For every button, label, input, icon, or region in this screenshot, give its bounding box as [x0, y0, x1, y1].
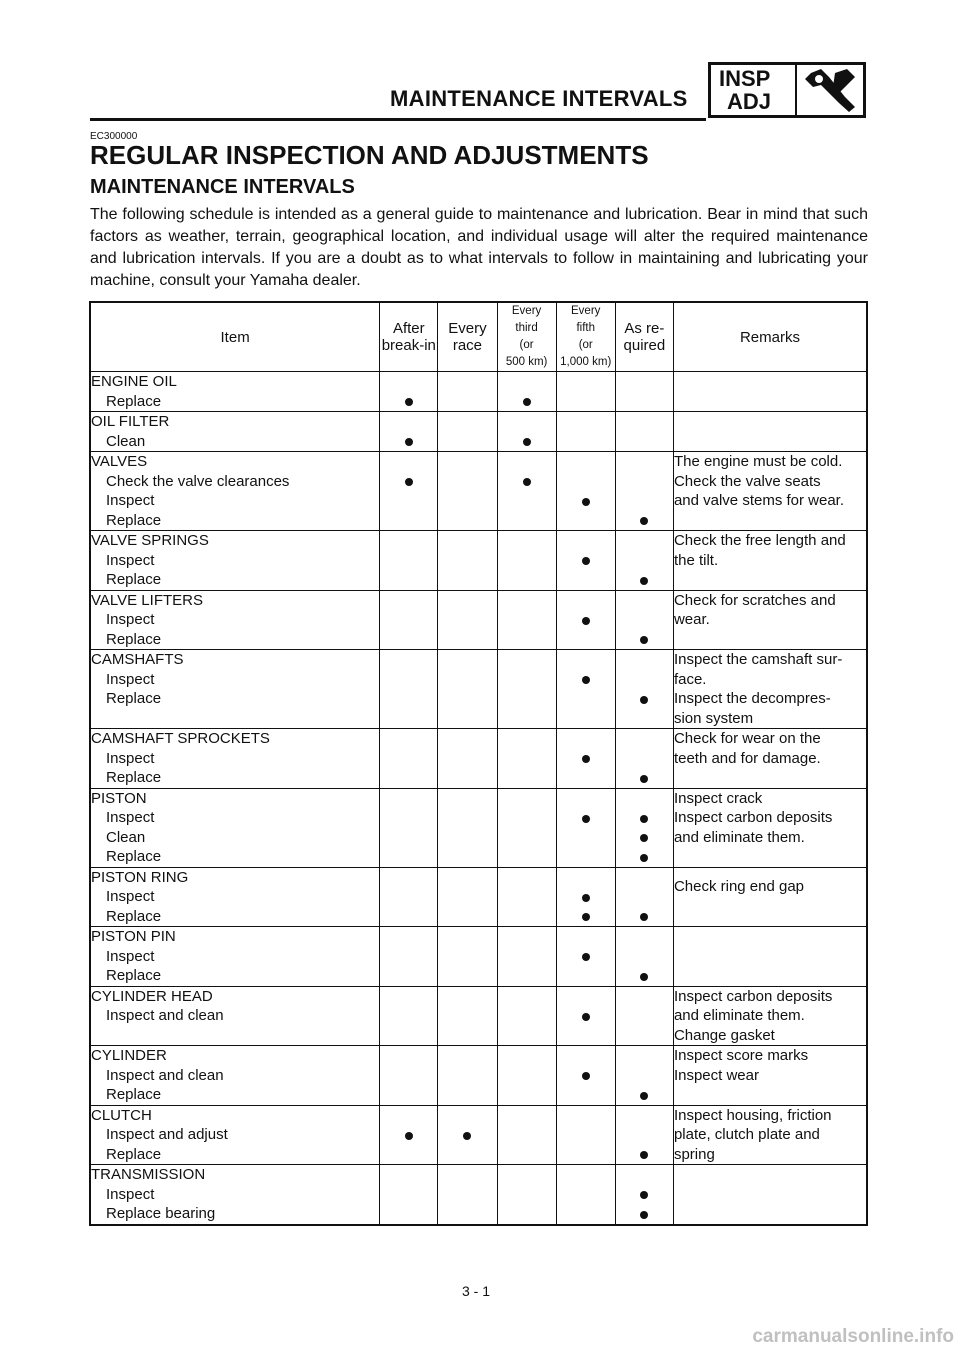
item-title: PISTON RING — [91, 868, 189, 886]
item-cell — [90, 986, 380, 1046]
interval-cell-race — [438, 650, 497, 729]
interval-mark-dot — [640, 1092, 648, 1100]
remarks-cell — [673, 986, 867, 1046]
remarks-line: Check the free length and — [673, 532, 846, 549]
interval-cell-third — [497, 412, 556, 452]
table-row — [90, 986, 867, 1046]
item-sub-task: Inspect — [106, 947, 155, 965]
interval-cell-third — [497, 531, 556, 591]
interval-cell-fifth — [556, 986, 615, 1046]
remarks-cell — [673, 1165, 867, 1225]
item-title: CAMSHAFTS — [91, 651, 184, 668]
remarks-line: Check the valve seats — [673, 472, 821, 490]
table-row — [90, 927, 867, 987]
item-cell — [90, 452, 380, 531]
remarks-cell — [673, 590, 867, 650]
interval-cell-fifth — [556, 867, 615, 927]
table-row — [90, 412, 867, 452]
badge-insp-label: INSP — [719, 66, 771, 91]
interval-cell-fifth — [556, 927, 615, 987]
interval-mark-dot — [640, 1191, 648, 1199]
item-cell — [90, 788, 380, 867]
interval-cell-after — [380, 531, 438, 591]
interval-cell-third — [497, 729, 556, 789]
interval-mark-dot — [640, 854, 648, 862]
interval-cell-req — [615, 729, 673, 789]
item-sub-task: Replace — [106, 907, 162, 925]
interval-cell-req — [615, 1165, 673, 1225]
interval-mark-dot — [640, 815, 648, 823]
item-sub-task: Inspect — [106, 888, 155, 905]
remarks-cell — [673, 412, 867, 452]
remarks-cell — [673, 1105, 867, 1165]
badge-text-box — [711, 65, 797, 115]
interval-cell-after — [380, 372, 438, 412]
item-sub-task: Inspect — [106, 670, 155, 688]
remarks-line: Inspect carbon deposits — [673, 987, 833, 1005]
interval-cell-third — [497, 867, 556, 927]
interval-cell-race — [438, 412, 497, 452]
item-title: VALVE SPRINGS — [91, 532, 209, 549]
col-header-item: Item — [90, 302, 380, 372]
remarks-line: Check for scratches and — [673, 591, 836, 609]
item-sub-task: Replace — [106, 769, 162, 786]
remarks-line: plate, clutch plate and — [673, 1126, 820, 1143]
interval-cell-race — [438, 372, 497, 412]
col-header-every-fifth: Every fifth (or 1,000 km) — [556, 302, 615, 372]
interval-cell-third — [497, 452, 556, 531]
item-sub-task: Replace — [106, 511, 162, 529]
interval-cell-third — [497, 590, 556, 650]
item-sub-task: Inspect — [106, 1185, 155, 1203]
interval-cell-third — [497, 650, 556, 729]
interval-cell-race — [438, 788, 497, 867]
header-rule — [90, 118, 706, 121]
interval-mark-dot — [582, 755, 590, 763]
table-row — [90, 452, 867, 531]
remarks-line: Inspect score marks — [673, 1047, 809, 1064]
remarks-line: Check ring end gap — [673, 878, 805, 896]
interval-mark-dot — [582, 913, 590, 921]
item-sub-task: Replace — [106, 1086, 162, 1103]
col-header-every-race: Every race — [438, 302, 497, 372]
remarks-cell — [673, 927, 867, 987]
table-row — [90, 729, 867, 789]
item-cell — [90, 729, 380, 789]
interval-cell-fifth — [556, 531, 615, 591]
remarks-cell — [673, 729, 867, 789]
interval-cell-race — [438, 452, 497, 531]
interval-cell-race — [438, 1105, 497, 1165]
item-sub-task: Inspect — [106, 809, 155, 826]
interval-cell-fifth — [556, 372, 615, 412]
item-title: CYLINDER — [91, 1047, 167, 1064]
item-cell — [90, 531, 380, 591]
item-cell — [90, 590, 380, 650]
item-sub-task: Replace — [106, 967, 162, 984]
item-sub-task: Replace — [106, 690, 162, 707]
interval-mark-dot — [640, 973, 648, 981]
table-row — [90, 867, 867, 927]
interval-mark-dot — [523, 398, 531, 406]
interval-cell-req — [615, 788, 673, 867]
interval-cell-req — [615, 412, 673, 452]
item-sub-task: Clean — [106, 828, 146, 846]
item-sub-task: Inspect — [106, 611, 155, 628]
interval-mark-dot — [640, 636, 648, 644]
interval-mark-dot — [582, 1072, 590, 1080]
remarks-line: Inspect the camshaft sur- — [673, 651, 843, 668]
table-row — [90, 531, 867, 591]
item-cell — [90, 372, 380, 412]
item-sub-task: Clean — [106, 432, 146, 450]
section-code: EC300000 — [90, 131, 138, 142]
item-cell — [90, 650, 380, 729]
interval-cell-after — [380, 1105, 438, 1165]
remarks-line: face. — [673, 670, 707, 688]
item-title: CAMSHAFT SPROCKETS — [91, 730, 270, 747]
interval-mark-dot — [523, 438, 531, 446]
col-header-every-third: Every third (or 500 km) — [497, 302, 556, 372]
table-row — [90, 590, 867, 650]
section-heading: MAINTENANCE INTERVALS — [90, 176, 355, 198]
interval-mark-dot — [640, 1211, 648, 1219]
col-header-remarks: Remarks — [673, 302, 867, 372]
item-title: TRANSMISSION — [91, 1166, 206, 1183]
interval-cell-fifth — [556, 1105, 615, 1165]
interval-mark-dot — [640, 577, 648, 585]
interval-cell-fifth — [556, 650, 615, 729]
remarks-cell — [673, 531, 867, 591]
intro-paragraph: The following schedule is intended as a general guide to maintenance and lubrication. Bear in mind that such factors as weather, terrain, geographical location, and individual usage will alter the required maintenance and lubrication intervals. If you are a doubt as to what intervals to follow in maintaining and lubricating your machine, consult your Yamaha dealer. — [90, 206, 868, 289]
remarks-line: Inspect wear — [673, 1066, 759, 1084]
interval-cell-race — [438, 1046, 497, 1106]
interval-mark-dot — [640, 913, 648, 921]
item-cell — [90, 1165, 380, 1225]
interval-cell-race — [438, 1165, 497, 1225]
interval-cell-third — [497, 1105, 556, 1165]
item-sub-task: Inspect — [106, 551, 155, 569]
interval-mark-dot — [523, 478, 531, 486]
interval-mark-dot — [582, 676, 590, 684]
interval-mark-dot — [582, 953, 590, 961]
interval-mark-dot — [582, 617, 590, 625]
interval-cell-req — [615, 867, 673, 927]
interval-cell-req — [615, 927, 673, 987]
interval-cell-race — [438, 590, 497, 650]
page-number: 3 - 1 — [462, 1283, 491, 1299]
interval-mark-dot — [640, 696, 648, 704]
remarks-cell — [673, 1046, 867, 1106]
item-title: CLUTCH — [91, 1106, 152, 1124]
item-cell — [90, 927, 380, 987]
remarks-line: Inspect crack — [673, 789, 763, 807]
interval-cell-third — [497, 986, 556, 1046]
remarks-cell — [673, 372, 867, 412]
interval-cell-after — [380, 452, 438, 531]
interval-mark-dot — [582, 498, 590, 506]
interval-cell-third — [497, 372, 556, 412]
item-sub-task: Inspect — [106, 492, 155, 509]
interval-cell-after — [380, 986, 438, 1046]
item-sub-task: Inspect and clean — [106, 1007, 224, 1024]
table-row — [90, 1105, 867, 1165]
interval-cell-third — [497, 1165, 556, 1225]
item-title: OIL FILTER — [91, 413, 170, 430]
interval-cell-fifth — [556, 1165, 615, 1225]
item-sub-task: Replace — [106, 1145, 162, 1163]
remarks-line: Check for wear on the — [673, 730, 821, 747]
item-cell — [90, 1105, 380, 1165]
item-sub-task: Check the valve clearances — [106, 472, 290, 490]
table-row — [90, 788, 867, 867]
item-cell — [90, 412, 380, 452]
page-header-title: MAINTENANCE INTERVALS — [390, 86, 688, 111]
interval-mark-dot — [640, 775, 648, 783]
item-sub-task: Replace — [106, 571, 162, 588]
interval-mark-dot — [640, 517, 648, 525]
remarks-line: the tilt. — [673, 551, 719, 569]
item-cell — [90, 867, 380, 927]
remarks-line: sion system — [673, 709, 754, 727]
interval-mark-dot — [405, 398, 413, 406]
item-sub-task: Replace — [106, 392, 162, 410]
interval-cell-race — [438, 867, 497, 927]
interval-mark-dot — [582, 815, 590, 823]
interval-mark-dot — [463, 1132, 471, 1140]
interval-cell-req — [615, 531, 673, 591]
interval-mark-dot — [640, 1151, 648, 1159]
interval-cell-fifth — [556, 788, 615, 867]
item-cell — [90, 1046, 380, 1106]
interval-mark-dot — [582, 557, 590, 565]
remarks-cell — [673, 650, 867, 729]
item-sub-task: Replace — [106, 630, 162, 648]
maintenance-table — [89, 301, 868, 1226]
interval-cell-after — [380, 1046, 438, 1106]
interval-cell-third — [497, 1046, 556, 1106]
interval-mark-dot — [640, 834, 648, 842]
item-sub-task: Replace bearing — [106, 1205, 216, 1222]
table-row — [90, 372, 867, 412]
interval-mark-dot — [405, 478, 413, 486]
interval-cell-race — [438, 729, 497, 789]
remarks-line: The engine must be cold. — [673, 453, 843, 470]
remarks-line: Inspect housing, friction — [673, 1106, 832, 1124]
interval-cell-after — [380, 729, 438, 789]
remarks-line: teeth and for damage. — [673, 749, 821, 767]
interval-cell-race — [438, 986, 497, 1046]
table-row — [90, 1165, 867, 1225]
interval-cell-req — [615, 986, 673, 1046]
interval-mark-dot — [405, 438, 413, 446]
item-title: PISTON PIN — [91, 928, 176, 945]
interval-cell-req — [615, 650, 673, 729]
watermark: carmanualsonline.info — [752, 1326, 954, 1347]
interval-cell-fifth — [556, 590, 615, 650]
interval-cell-req — [615, 1046, 673, 1106]
remarks-line: spring — [673, 1145, 715, 1163]
remarks-cell — [673, 867, 867, 927]
item-sub-task: Inspect — [106, 749, 155, 767]
interval-cell-fifth — [556, 412, 615, 452]
interval-cell-race — [438, 927, 497, 987]
item-title: PISTON — [91, 789, 147, 807]
interval-cell-after — [380, 867, 438, 927]
remarks-line: and eliminate them. — [673, 828, 805, 846]
interval-cell-third — [497, 788, 556, 867]
col-header-as-required: As re- quired — [615, 302, 673, 372]
remarks-line: Inspect the decompres- — [673, 690, 831, 707]
interval-cell-fifth — [556, 729, 615, 789]
interval-mark-dot — [405, 1132, 413, 1140]
item-title: VALVE LIFTERS — [91, 591, 203, 609]
interval-cell-fifth — [556, 1046, 615, 1106]
table-row — [90, 1046, 867, 1106]
interval-cell-fifth — [556, 452, 615, 531]
interval-mark-dot — [582, 894, 590, 902]
interval-cell-after — [380, 1165, 438, 1225]
remarks-line: and valve stems for wear. — [673, 492, 845, 509]
interval-cell-third — [497, 927, 556, 987]
section-badge — [708, 62, 866, 118]
remarks-line: Inspect carbon deposits — [673, 809, 833, 826]
interval-cell-req — [615, 372, 673, 412]
page-heading: REGULAR INSPECTION AND ADJUSTMENTS — [90, 140, 649, 170]
interval-cell-race — [438, 531, 497, 591]
interval-cell-after — [380, 927, 438, 987]
item-sub-task: Inspect and adjust — [106, 1126, 228, 1143]
item-sub-task: Replace — [106, 848, 162, 865]
interval-mark-dot — [582, 1013, 590, 1021]
wrench-tool-icon — [799, 67, 861, 113]
item-title: VALVES — [91, 453, 148, 470]
interval-cell-req — [615, 590, 673, 650]
interval-cell-after — [380, 412, 438, 452]
badge-adj-label: ADJ — [727, 89, 772, 114]
item-title: CYLINDER HEAD — [91, 987, 213, 1005]
remarks-line: Change gasket — [673, 1026, 775, 1044]
item-title: ENGINE OIL — [91, 373, 177, 390]
interval-cell-after — [380, 650, 438, 729]
table-header-row — [90, 302, 867, 372]
interval-cell-req — [615, 1105, 673, 1165]
interval-cell-req — [615, 452, 673, 531]
col-header-after-break-in: After break-in — [380, 302, 438, 372]
remarks-line: wear. — [673, 611, 710, 628]
remarks-cell — [673, 452, 867, 531]
remarks-cell — [673, 788, 867, 867]
item-sub-task: Inspect and clean — [106, 1066, 224, 1084]
interval-cell-after — [380, 590, 438, 650]
interval-cell-after — [380, 788, 438, 867]
remarks-line: and eliminate them. — [673, 1007, 805, 1024]
table-row — [90, 650, 867, 729]
